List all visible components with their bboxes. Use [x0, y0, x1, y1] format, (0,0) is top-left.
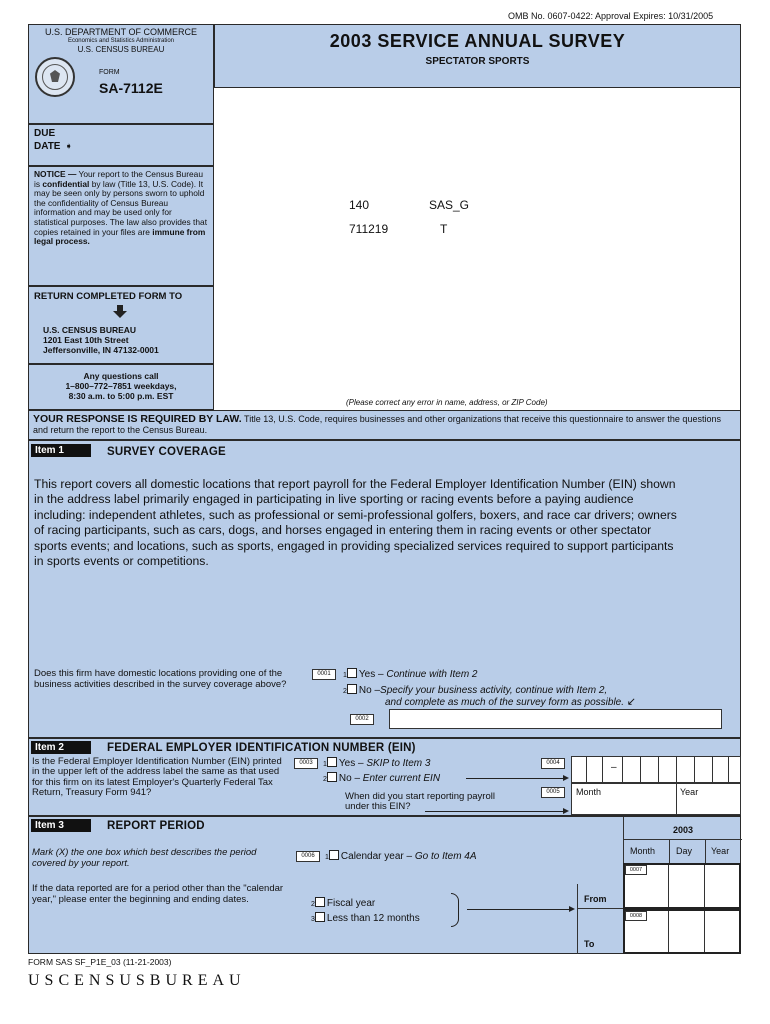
- item1-no-instruction: Specify your business activity, continue with Item 2,: [380, 685, 608, 696]
- return-address-panel: [28, 286, 214, 364]
- payroll-arrow-icon: [563, 808, 569, 814]
- item1-section: [28, 440, 741, 738]
- year-header: [623, 817, 741, 863]
- address-code-3: 711219: [349, 222, 389, 236]
- notice-bold-2: immune from legal process.: [34, 226, 206, 247]
- item1-no-instruction-2-text: and complete as much of the survey form as possible.: [385, 697, 625, 708]
- item1-yes-instruction: Continue with Item 2: [383, 669, 478, 680]
- date-label: DATE: [34, 141, 61, 152]
- item3-option-fiscal[interactable]: [311, 897, 375, 910]
- item3-calendar-label: Calendar year –: [340, 851, 413, 862]
- required-bold: YOUR RESPONSE IS REQUIRED BY LAW.: [33, 413, 242, 425]
- required-text: Title 13, U.S. Code, requires businesses and other organizations that receive this questionnaire to answer the questions and return the report to the Census Bureau.: [33, 414, 721, 435]
- questions-line-1: Any questions call: [83, 371, 159, 381]
- item1-question: Does this firm have domestic locations providing one of the business activities described in the survey coverage above?: [34, 668, 287, 690]
- item2-yes-num: 1: [323, 761, 327, 768]
- payroll-year-label: Year: [680, 787, 699, 797]
- dept-name: U.S. DEPARTMENT OF COMMERCE: [44, 27, 197, 37]
- payroll-arrow-line: [425, 811, 565, 812]
- item2-code-0005: 0005: [541, 787, 565, 798]
- return-line-1: U.S. CENSUS BUREAU: [43, 325, 137, 335]
- item2-question: Is the Federal Employer Identification Number (EIN) printed in the upper left of the address label the same as that used for this firm on its latest Employer's Quarterly Federal Tax Return, Treasury Form 941?: [32, 756, 282, 799]
- pointer-arrow-icon: ↙: [626, 696, 637, 708]
- item1-no-instruction-2: [385, 696, 636, 709]
- due-label: DUE: [34, 128, 56, 139]
- item2-no-checkbox[interactable]: [327, 772, 337, 782]
- form-footer-id: FORM SAS SF_P1E_03 (11-21-2003): [28, 957, 172, 967]
- item3-tag: Item 3: [31, 819, 91, 832]
- required-by-law-bar: [28, 410, 741, 440]
- period-arrow-line: [467, 909, 571, 910]
- due-date-panel: [28, 124, 214, 166]
- notice-text-2: by law (Title 13, U.S. Code). It may be seen only by persons sworn to uphold the confidentiality of Census Bureau information and may be used only for statistical purposes. The law also provides that copies retained in your files are: [34, 178, 208, 237]
- item3-calendar-checkbox[interactable]: [329, 850, 339, 860]
- item2-yes-instruction: SKIP to Item 3: [363, 758, 431, 769]
- from-date-input[interactable]: [623, 863, 741, 909]
- agency-panel: [28, 24, 214, 124]
- from-label: From: [584, 894, 607, 904]
- item2-code-0004: 0004: [541, 758, 565, 769]
- notice-lead: NOTICE —: [34, 169, 77, 179]
- notice-bold-1: confidential: [42, 178, 90, 189]
- address-code-4: T: [440, 222, 448, 236]
- item2-no-label: No –: [338, 773, 361, 784]
- questions-phone: 1–800–772–7851 weekdays,: [65, 381, 177, 391]
- item3-calendar-num: 1: [325, 854, 329, 861]
- payroll-start-date-input[interactable]: [571, 783, 741, 815]
- ein-arrow-icon: [563, 775, 569, 781]
- item2-option-yes[interactable]: [323, 757, 430, 770]
- item1-option-yes[interactable]: [343, 668, 478, 681]
- ein-dash: –: [611, 762, 617, 773]
- item1-no-label: No –: [358, 685, 381, 696]
- item2-no-num: 2: [323, 776, 327, 783]
- item2-option-no[interactable]: [323, 772, 440, 785]
- item2-yes-label: Yes –: [338, 758, 364, 769]
- item3-code-0008: 0008: [625, 911, 647, 921]
- correct-address-note: (Please correct any error in name, address, or ZIP Code): [346, 398, 548, 407]
- bureau-name: U.S. CENSUS BUREAU: [77, 45, 165, 54]
- item1-yes-checkbox[interactable]: [347, 668, 357, 678]
- address-code-1: 140: [349, 198, 370, 212]
- item1-tag: Item 1: [31, 444, 91, 457]
- year-header-label: Year: [711, 846, 730, 856]
- notice-text-1: Your report to the Census Bureau is: [34, 169, 203, 189]
- item3-option-calendar[interactable]: [325, 850, 477, 863]
- payroll-question: [345, 792, 495, 812]
- year-2003: 2003: [672, 825, 694, 835]
- to-label: To: [584, 939, 595, 949]
- to-date-input[interactable]: [623, 909, 741, 954]
- item1-no-checkbox[interactable]: [347, 684, 357, 694]
- ein-arrow-line: [466, 778, 566, 779]
- agency-sub: Economics and Statistics Administration: [67, 38, 175, 44]
- questions-panel: [28, 364, 214, 410]
- item1-coverage-text: This report covers all domestic locations that report payroll for the Federal Employer Identification Number (EIN) shown in the address label primarily engaged in participating in live sporting or racing events before a paying audience including: independent athletes, such as professional or semi-professional golfers, boxers, and race car drivers; owners of racing participants, such as cars, dogs, and horses engaged in entering them in racing events or other spectator sports events; and locations, such as sports, engaged in providing specialized services required to support participants in sports events or competitions.: [34, 477, 677, 569]
- item3-fiscal-checkbox[interactable]: [315, 897, 325, 907]
- item3-section: [28, 816, 741, 954]
- item2-no-instruction: Enter current EIN: [360, 773, 441, 784]
- commerce-seal-icon: [35, 57, 75, 97]
- arrow-right-icon: ➧: [64, 141, 73, 151]
- census-wordmark: USCENSUSBUREAU: [28, 972, 246, 989]
- item3-option-less12[interactable]: [311, 912, 420, 925]
- questions-hours: 8:30 a.m. to 5:00 p.m. EST: [68, 391, 174, 401]
- return-line-3: Jeffersonville, IN 47132-0001: [43, 345, 159, 355]
- survey-title: 2003 SERVICE ANNUAL SURVEY: [329, 31, 626, 51]
- item3-code-0007: 0007: [625, 865, 647, 875]
- item1-no-num: 2: [343, 688, 347, 695]
- address-label-area[interactable]: [214, 88, 741, 410]
- form-number: SA-7112E: [99, 80, 163, 96]
- period-arrow-icon: [569, 906, 575, 912]
- survey-subtitle: SPECTATOR SPORTS: [425, 56, 530, 67]
- item2-code-0003: 0003: [294, 758, 318, 769]
- item2-heading: FEDERAL EMPLOYER IDENTIFICATION NUMBER (EIN): [107, 742, 416, 754]
- item3-fiscal-num: 2: [311, 901, 315, 908]
- confidentiality-notice: [28, 166, 214, 286]
- payroll-question-2: under this EIN?: [345, 801, 411, 812]
- month-header: Month: [630, 846, 656, 856]
- item2-tag: Item 2: [31, 741, 91, 754]
- item1-code-0002: 0002: [350, 714, 374, 725]
- arrow-down-icon: [113, 305, 127, 317]
- item3-less12-label: Less than 12 months: [326, 913, 420, 924]
- business-activity-input[interactable]: [389, 709, 722, 729]
- item3-heading: REPORT PERIOD: [107, 820, 205, 832]
- address-code-2: SAS_G: [429, 198, 470, 212]
- brace-icon: [451, 893, 459, 927]
- from-to-labels: [577, 884, 623, 954]
- return-heading: RETURN COMPLETED FORM TO: [34, 291, 183, 302]
- item1-code-0001: 0001: [312, 669, 336, 680]
- payroll-question-1: When did you start reporting payroll: [345, 791, 495, 802]
- day-header: Day: [676, 846, 693, 856]
- form-label: FORM: [99, 69, 120, 76]
- item1-yes-label: Yes –: [358, 669, 384, 680]
- title-band: [214, 24, 741, 88]
- omb-number: OMB No. 0607-0422: Approval Expires: 10/31/2005: [508, 11, 714, 21]
- item2-section: [28, 738, 741, 816]
- item3-instruction: Mark (X) the one box which best describes the period covered by your report.: [32, 847, 257, 869]
- item3-code-0006: 0006: [296, 851, 320, 862]
- item2-yes-checkbox[interactable]: [327, 757, 337, 767]
- item1-heading: SURVEY COVERAGE: [107, 446, 226, 458]
- item3-calendar-instruction: Go to Item 4A: [412, 851, 477, 862]
- return-line-2: 1201 East 10th Street: [43, 335, 129, 345]
- item3-less12-num: 3: [311, 916, 315, 923]
- item3-less12-checkbox[interactable]: [315, 912, 325, 922]
- item3-dates-instruction: If the data reported are for a period other than the "calendar year," please enter the beginning and ending dates.: [32, 883, 284, 905]
- item3-fiscal-label: Fiscal year: [326, 898, 376, 909]
- ein-input[interactable]: [571, 756, 741, 783]
- payroll-month-label: Month: [576, 787, 602, 797]
- item1-yes-num: 1: [343, 672, 347, 679]
